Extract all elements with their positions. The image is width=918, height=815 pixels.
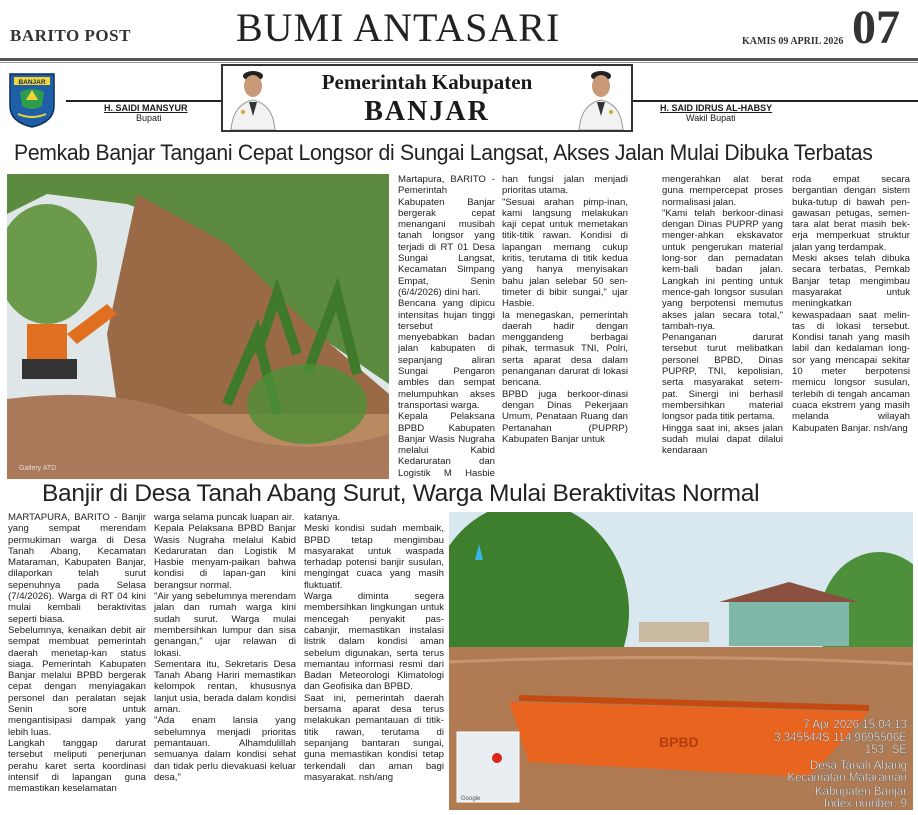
geotag-heading: 153° SE [864, 744, 907, 756]
map-pin-icon [492, 753, 502, 763]
article-2-column-1: MARTAPURA, BARITO - Banjir yang sempat merendam permukiman warga di Desa Tanah Abang, Kecamatan Mataraman, Kabupaten Banjar, dilaporkan telah surut sepenuhnya pada Selasa (7/4/2026). Warga di RT 04 kini mulai kembali beraktivitas seperti biasa. Sebelumnya, kenaikan debit air sempat membuat pemerintah daerah menetap-kan status siaga. Pemerintah Kabupaten Banjar melalui BPBD bergerak cepat dengan menyiagakan personel dan peralatan sejak Senin sore untuk mengantisipasi dampak yang lebih luas. Langkah tanggap darurat tersebut meliputi penerjunan perahu karet serta koordinasi intensif di lapangan guna memastikan keselamatan [8, 512, 146, 795]
masthead-rule-thin [0, 62, 918, 63]
geotag-index: Index number: 9 [823, 798, 907, 810]
article-1-column-1: Martapura, BARITO - Pemerintah Kabupaten Banjar bergerak cepat menangani musibah tanah longsor yang terjadi di RT 01 Desa Sungai Langsat, Kecamatan Simpang Empat, Senin (6/4/2026) dini hari. Bencana yang dipicu intensitas hujan tinggi tersebut menyebabkan badan jalan kabupaten di sepanjang aliran Sungai Pengaron ambles dan sempat melumpuhkan akses transportasi warga. Kepala Pelaksana BPBD Kabupaten Banjar Wasis Nugraha melalui Kabid Kedaruratan dan Logistik M Hasbie [398, 174, 495, 478]
geotag-district: Kecamatan Mataraman [787, 772, 907, 784]
issue-date: KAMIS 09 APRIL 2026 [742, 36, 844, 47]
article-2-column-2: warga selama puncak luapan air. Kepala Pelaksana BPBD Banjar Wasis Nugraha melalui Kabid Kedaruratan dan Logistik M Hasbie menyam-paikan bahwa kondisi di lapan-gan kini berangsur normal. "Air yang sebelumnya merendam jalan dan rumah warga kini sudah surut. Warga mulai membersihkan lumpur dan sisa genangan," ujar relawan di lokasi. Sementara itu, Sekretaris Desa Tanah Abang Hariri memastikan kelompok rentan, khususnya lanjut usia, berada dalam kondisi aman. "Ada enam lansia yang sebelumnya menjadi prioritas pemantauan. Alhamdulillah semuanya dalam kondisi sehat dan tidak perlu dievakuasi keluar desa," [154, 512, 296, 783]
article-2-headline: Banjir di Desa Tanah Abang Surut, Warga Mulai Beraktivitas Normal [42, 480, 760, 507]
banjar-regency-logo [6, 72, 58, 128]
logo-text: BANJAR [18, 79, 46, 86]
article-1-column-2: han fungsi jalan menjadi prioritas utama. "Sesuai arahan pimp-inan, kami langsung melakukan kaji cepat untuk memetakan titik-titik rawan. Kondisi di lapangan memang cukup kritis, terutama di titik kedua yang hanya menyisakan bahu jalan selebar 50 sen-timeter di bibir sungai," ujar Hasbie. Ia menegaskan, pemerintah daerah hadir dengan menggandeng berbagai pihak, termasuk TNI, Polri, serta aparat desa dalam penanganan darurat di lokasi bencana. BPBD juga berkoor-dinasi dengan Dinas Pekerjaan Umum, Penataan Ruang dan Pertanahan (PUPRP) Kabupaten Banjar untuk [502, 174, 628, 445]
publication-name: BARITO POST [10, 26, 131, 45]
map-credit: Google [461, 796, 481, 802]
article-2-column-3: katanya. Meski kondisi sudah membaik, BPBD tetap mengimbau masyarakat untuk waspada terhadap potensi banjir susulan, mengingat cuaca yang masih fluktuatif. Warga diminta segera membersihkan lingkungan untuk mencegah penyakit pas-cabanjir, memastikan instalasi listrik dalam kondisi aman sebelum digunakan, serta terus memantau informasi resmi dari Badan Meteorologi Klimatologi dan Geofisika dan BPBD. Saat ini, pemerintah daerah bersama aparat desa terus melakukan pemantauan di titik-titik rawan, terutama di sepanjang bantaran sungai, guna memastikan kondisi tetap terkendali dan aman bagi masyarakat. nsh/ang [304, 512, 444, 783]
boat-lettering: BPBD [659, 734, 699, 750]
bupati-name: H. SAIDI MANSYUR [104, 103, 188, 113]
geotag-regency: Kabupaten Banjar [814, 786, 907, 798]
geotag-village: Desa Tanah Abang [810, 760, 907, 772]
geotag-timestamp: 7 Apr 2026 15.04.13 [803, 719, 907, 731]
photo-credit: Gallery ATD [19, 465, 57, 472]
masthead-rule [0, 58, 918, 61]
article-1-column-3: mengerahkan alat berat guna mempercepat proses normalisasi jalan. "Kami telah berkoor-dinasi dengan Dinas PUPRP yang menger-ahkan ekskavator untuk pengerukan material long-sor dan pemadatan kem-bali badan jalan. Langkah ini penting untuk mence-gah longsor susulan yang berpotensi memutus akses jalan secara total," tambah-nya. Penanganan darurat tersebut turut melibatkan personel BPBD, Dinas PUPRP, TNI, kepolisian, serta masyarakat setem-pat. Sinergi ini berhasil membersihkan material longsor pada titik pertama. Hingga saat ini, akses jalan sudah mulai dapat dilalui kendaraan [662, 174, 783, 457]
landslide-illustration [7, 174, 389, 479]
rubric-title: BUMI ANTASARI [236, 5, 561, 50]
flood-photo [449, 512, 913, 810]
banner-line-2: BANJAR [364, 96, 490, 127]
geotag-coordinates: 3.345544S 114.9695506E [774, 732, 907, 744]
page-number: 07 [852, 1, 900, 54]
wakil-bupati-portrait [575, 66, 627, 130]
flood-illustration [449, 512, 913, 810]
article-1-column-4: roda empat secara bergantian dengan sistem buka-tutup di bawah pen-gawasan petugas, semen-tara alat berat masih bek-erja memperkuat struktur jalan yang terdampak. Meski akses telah dibuka secara terbatas, Pemkab Banjar tetap mengimbau masyarakat untuk meningkatkan kewaspadaan saat melin-tas di lokasi tersebut. Kondisi tanah yang masih labil dan kedalaman long-sor yang mencapai sekitar 10 meter berpotensi memicu longsor susulan, terlebih di tengah ancaman cuaca ekstrem yang masih melanda wilayah Kabupaten Banjar. nsh/ang [792, 174, 910, 434]
banner-line-1: Pemerintah Kabupaten [321, 70, 533, 94]
bupati-title: Bupati [136, 113, 162, 123]
article-1-headline: Pemkab Banjar Tangani Cepat Longsor di Sungai Langsat, Akses Jalan Mulai Dibuka Terbatas [14, 140, 873, 165]
wakil-bupati-title: Wakil Bupati [686, 113, 736, 123]
landslide-photo [7, 174, 389, 479]
wakil-bupati-name: H. SAID IDRUS AL-HABSY [660, 103, 773, 113]
government-banner-box [221, 64, 633, 132]
